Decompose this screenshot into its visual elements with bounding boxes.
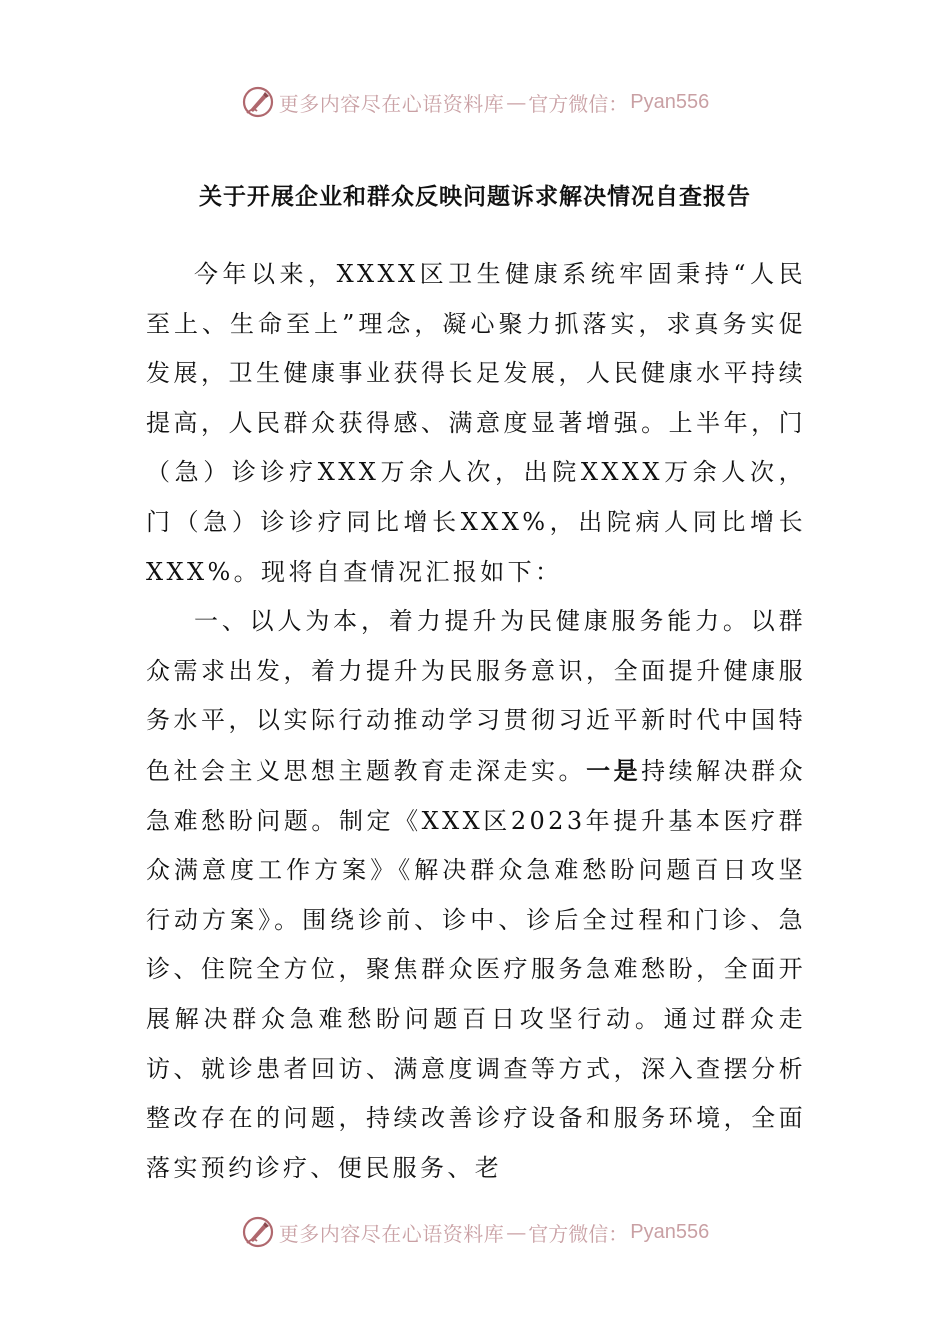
watermark-wechat-label: 官方微信： xyxy=(528,1221,629,1246)
watermark-text: 更多内容尽在心语资料库 xyxy=(278,91,505,116)
watermark-wechat-id: Pyan556 xyxy=(630,1220,710,1243)
watermark-wechat-id: Pyan556 xyxy=(630,90,710,113)
pen-logo-icon xyxy=(241,1215,275,1249)
watermark-wechat-label: 官方微信： xyxy=(528,91,629,116)
pen-logo-icon xyxy=(241,85,275,119)
footer-watermark xyxy=(0,1212,950,1252)
section-one-rest: 持续解决群众急难愁盼问题。制定《XXX区2023年提升基本医疗群众满意度工作方案》《解决群众急难愁盼问题百日攻坚行动方案》。围绕诊前、诊中、诊后全过程和门诊、急诊、住院全方位，聚焦群众医疗服务急难愁盼，全面开展解决群众急难愁盼问题百日攻坚行动。通过群众走访、就诊患者回访、满意度调查等方式，深入查摆分析整改存在的问题，持续改善诊疗设备和服务环境，全面落实预约诊疗、便民服务、老 xyxy=(146,756,806,1182)
paragraph-intro: 今年以来，XXXX区卫生健康系统牢固秉持“人民至上、生命至上”理念，凝心聚力抓落实，求真务实促发展，卫生健康事业获得长足发展，人民健康水平持续提高，人民群众获得感、满意度显著增强。上半年，门（急）诊诊疗XXX万余人次，出院XXXX万余人次，门（急）诊诊疗同比增长XXX%，出院病人同比增长XXX%。现将自查情况汇报如下： xyxy=(146,260,806,586)
section-one-bold-marker: 一是 xyxy=(586,755,642,785)
watermark-separator: — xyxy=(506,1220,527,1244)
header-watermark xyxy=(0,82,950,122)
watermark-separator: — xyxy=(506,90,527,114)
section-one-lead: 一、以人为本，着力提升为民健康服务能力。以群众需求出发，着力提升为民服务意识，全面提升健康服务水平，以实际行动推动学习贯彻习近平新时代中国特色社会主义思想主题教育走深走实。 xyxy=(146,607,806,785)
document-title: 关于开展企业和群众反映问题诉求解决情况自查报告 xyxy=(199,183,751,210)
paragraph-section-one xyxy=(146,597,806,1193)
document-body xyxy=(146,250,806,1193)
watermark-text: 更多内容尽在心语资料库 xyxy=(278,1221,505,1246)
